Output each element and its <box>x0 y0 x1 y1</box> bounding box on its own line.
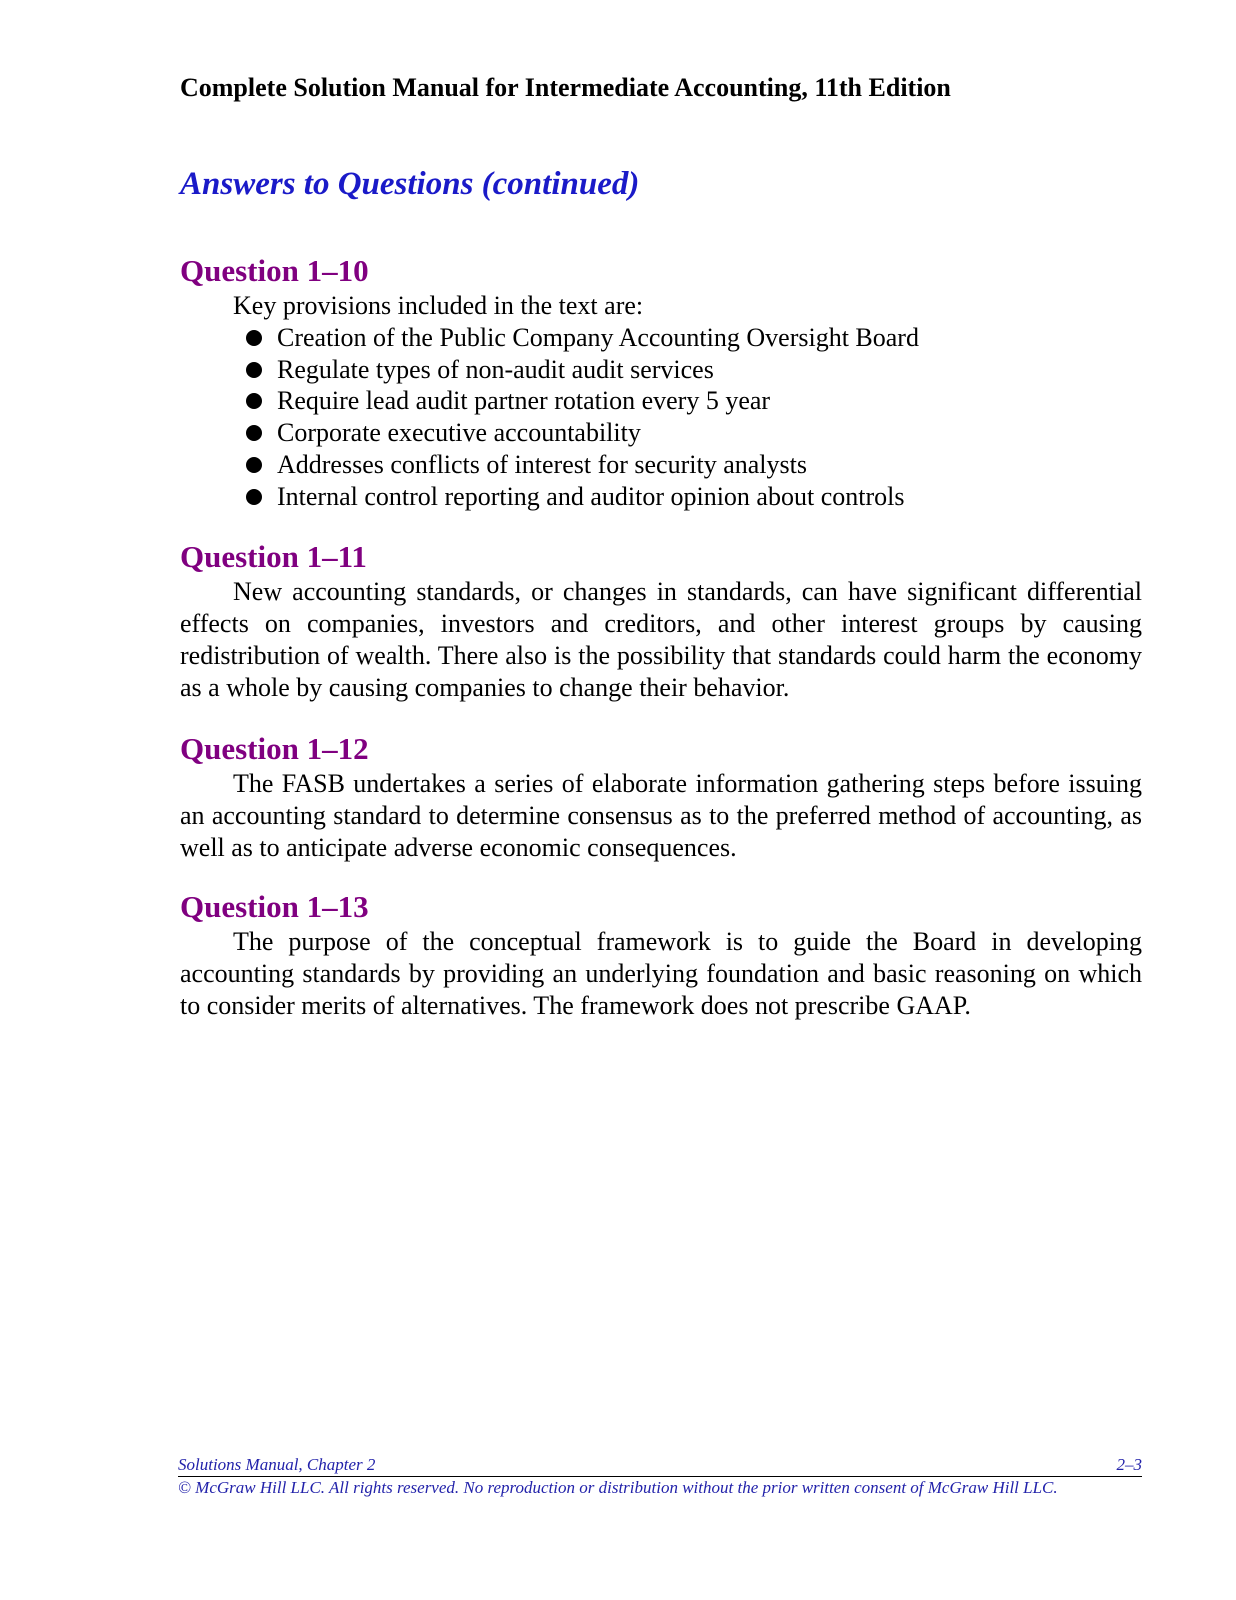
footer-row <box>178 1455 1142 1477</box>
question-answer: The purpose of the conceptual framework is to guide the Board in developing accounting standards by providing an underlying foundation and basic reasoning on which to consider merits of alternatives. The framework does not prescribe GAAP. <box>180 927 1142 1021</box>
provisions-list <box>180 322 1142 512</box>
list-item-text: Creation of the Public Company Accounting Oversight Board <box>277 323 919 352</box>
bullet-icon <box>246 330 262 346</box>
questions-content <box>180 252 1142 1022</box>
question-title: Question 1–11 <box>180 539 367 575</box>
section-title: Answers to Questions (continued) <box>180 166 640 202</box>
question-1-10 <box>180 252 1142 512</box>
question-answer: New accounting standards, or changes in standards, can have significant differential effects on companies, investors and creditors, and other interest groups by causing redistribution of wealth. There also is the possibility that standards could harm the economy as a whole by causing companies to change their behavior. <box>180 577 1142 703</box>
list-item-text: Corporate executive accountability <box>277 418 641 448</box>
list-item <box>246 417 1142 449</box>
question-title: Question 1–12 <box>180 731 369 767</box>
bullet-icon <box>246 457 262 473</box>
list-item <box>246 385 1142 417</box>
bullet-icon <box>246 425 262 441</box>
question-answer: The FASB undertakes a series of elaborate information gathering steps before issuing an accounting standard to determine consensus as to the preferred method of accounting, as well as to anticipate adverse economic consequences. <box>180 769 1142 863</box>
list-item-text: Addresses conflicts of interest for security analysts <box>277 449 807 479</box>
footer-chapter-label: Solutions Manual, Chapter 2 <box>178 1455 376 1474</box>
list-item-text: Internal control reporting and auditor opinion about controls <box>277 481 905 511</box>
document-header: Complete Solution Manual for Intermediate Accounting, 11th Edition <box>180 73 951 102</box>
question-1-12 <box>180 730 1142 864</box>
bullet-icon <box>246 489 262 505</box>
question-1-11 <box>180 538 1142 704</box>
question-1-13 <box>180 888 1142 1022</box>
list-item <box>246 481 1142 513</box>
list-item-text: Regulate types of non-audit audit services <box>277 354 714 384</box>
list-item <box>246 322 1142 354</box>
question-title: Question 1–10 <box>180 253 369 288</box>
bullet-icon <box>246 393 262 409</box>
list-item <box>246 354 1142 386</box>
copyright-notice: © McGraw Hill LLC. All rights reserved. No reproduction or distribution without the prior written consent of McGraw Hill LLC. <box>178 1478 1058 1497</box>
page-footer <box>178 1455 1142 1499</box>
bullet-icon <box>246 362 262 378</box>
question-intro: Key provisions included in the text are: <box>233 291 644 320</box>
list-item-text: Require lead audit partner rotation every 5 year <box>277 386 771 416</box>
page-number: 2–3 <box>1116 1455 1142 1474</box>
list-item <box>246 449 1142 481</box>
question-title: Question 1–13 <box>180 889 369 925</box>
